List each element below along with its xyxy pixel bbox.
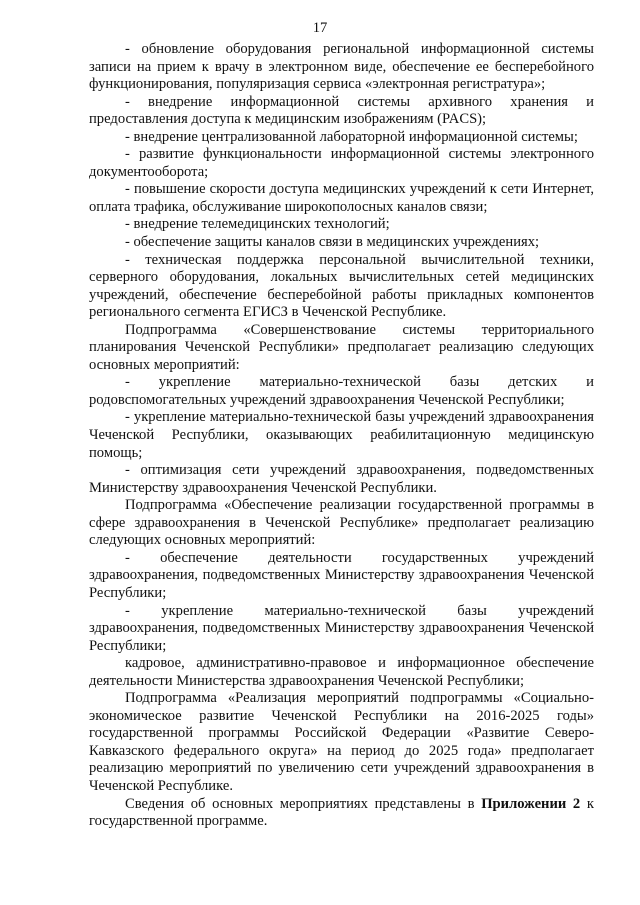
document-body [89, 41, 594, 831]
appendix-link-text: Приложении 2 [481, 795, 581, 812]
paragraph-pacs: - внедрение информационной системы архивного хранения и предоставления доступа к медицинским изображениям (PACS); [89, 93, 594, 128]
paragraph-subprogram-support: Подпрограмма «Обеспечение реализации государственной программы в сфере здравоохранения в Чеченской Республике» предполагает реализацию следующих основных мероприятий: [89, 497, 594, 549]
paragraph-document-flow: - развитие функциональности информационной системы электронного документооборота; [89, 146, 594, 180]
appendix-text-after: к государственной программе. [89, 795, 594, 830]
paragraph-internet-speed: - повышение скорости доступа медицинских учреждений к сети Интернет, оплата трафика, обслуживание широкополосных каналов связи; [89, 181, 594, 215]
paragraph-rehabilitation: - укрепление материально-технической базы учреждений здравоохранения Чеченской Республики, оказывающих реабилитационную медицинскую помощь; [89, 409, 594, 461]
paragraph-material-base: - укрепление материально-технической базы учреждений здравоохранения, подведомственных Министерству здравоохранения Чеченской Республики; [89, 602, 594, 654]
page-number: 17 [312, 20, 328, 36]
paragraph-administrative-support: кадровое, административно-правовое и информационное обеспечение деятельности Министерства здравоохранения Чеченской Республики; [89, 655, 594, 689]
paragraph-subprogram-planning: Подпрограмма «Совершенствование системы территориального планирования Чеченской Республики» предполагает реализацию следующих основных мероприятий: [89, 321, 594, 373]
paragraph-institutions-activity: - обеспечение деятельности государственных учреждений здравоохранения, подведомственных Министерству здравоохранения Чеченской Республики; [89, 549, 594, 601]
paragraph-network-optimization: - оптимизация сети учреждений здравоохранения, подведомственных Министерству здравоохранения Чеченской Республики. [89, 462, 594, 496]
paragraph-children-facilities: - укрепление материально-технической базы детских и родовспомогательных учреждений здравоохранения Чеченской Республики; [89, 374, 594, 408]
paragraph-ris-update: - обновление оборудования региональной информационной системы записи на прием к врачу в электронном виде, обеспечение ее бесперебойного функционирования, популяризация сервиса «электронная регистратура»; [89, 41, 594, 93]
paragraph-channel-protection: - обеспечение защиты каналов связи в медицинских учреждениях; [125, 234, 540, 251]
paragraph-telemedicine: - внедрение телемедицинских технологий; [125, 216, 390, 233]
paragraph-subprogram-north-caucasus: Подпрограмма «Реализация мероприятий подпрограммы «Социально-экономическое развитие Чеченской Республики на 2016-2025 годы» государственной программы Российской Федерации «Развитие Северо-Кавказского федерального округа» на период до 2025 года» предполагает реализацию мероприятий по увеличению сети учреждений здравоохранения в Чеченской Республике. [89, 690, 594, 794]
paragraph-lab-system: - внедрение централизованной лабораторной информационной системы; [125, 128, 578, 145]
paragraph-tech-support: - техническая поддержка персональной вычислительной техники, серверного оборудования, локальных вычислительных сетей медицинских учреждений, обеспечение бесперебойной работы прикладных компонентов регионального сегмента ЕГИСЗ в Чеченской Республике. [89, 251, 594, 321]
paragraph-appendix-reference [89, 796, 594, 831]
appendix-text-before: Сведения об основных мероприятиях представлены в [125, 795, 482, 812]
